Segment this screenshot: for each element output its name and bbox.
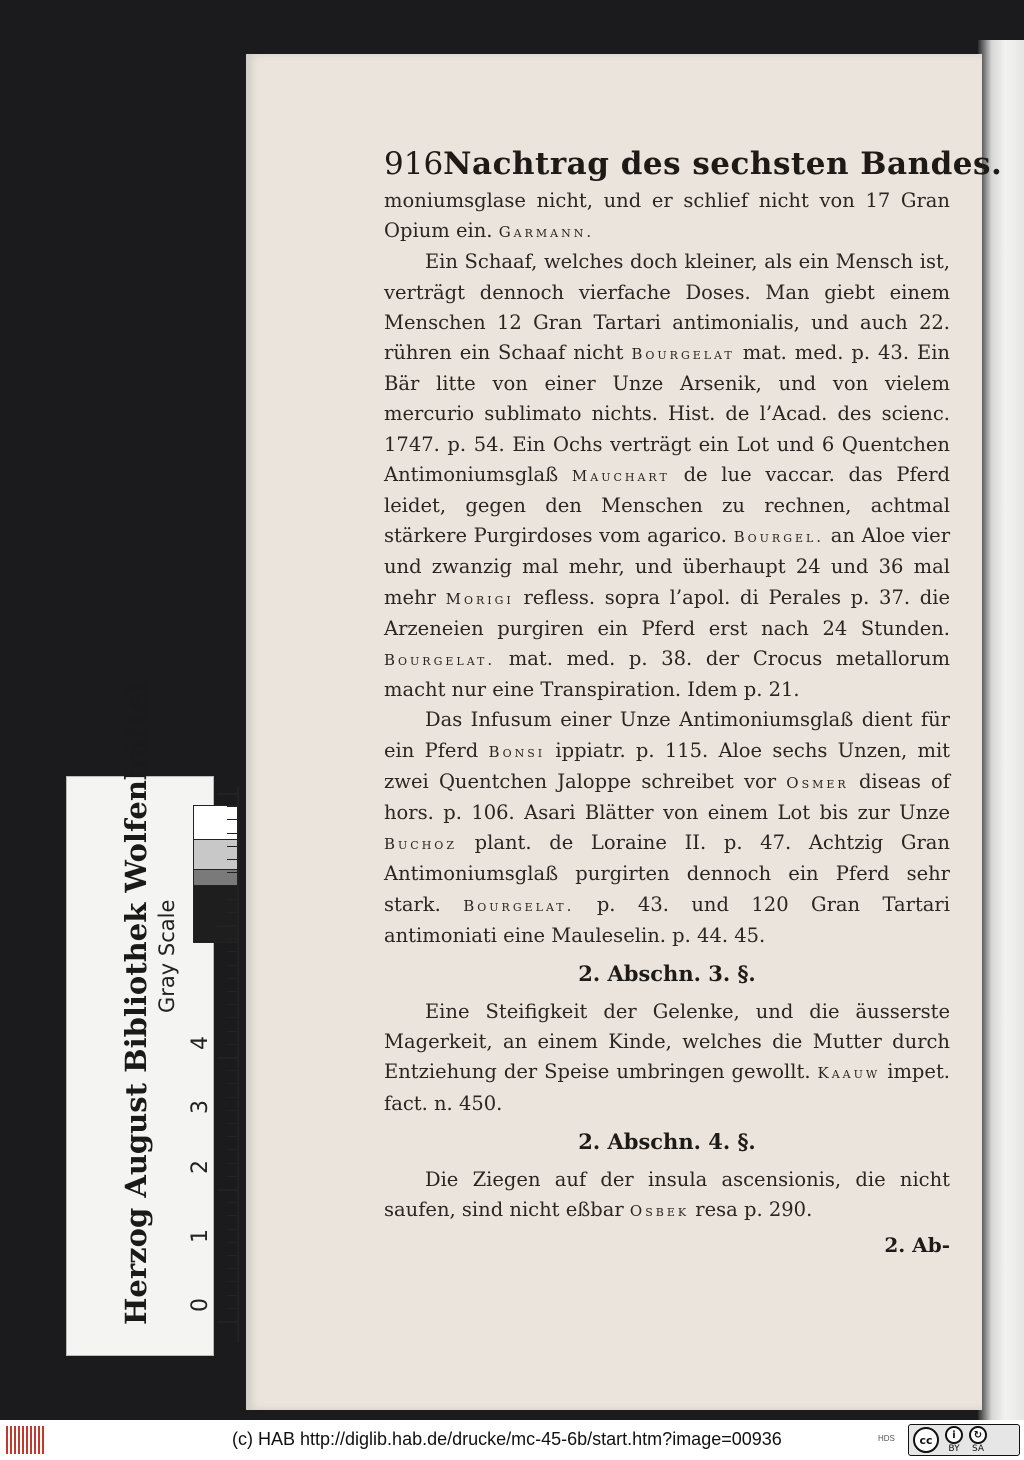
ruler-tick: [227, 991, 237, 992]
book-page: [246, 54, 1003, 1410]
library-name: Herzog August Bibliothek Wolfenbüttel: [119, 682, 153, 1325]
hab-logo-icon: [6, 1426, 46, 1454]
text-run: moniumsglase nicht, und er schlief nicht von 17 Gran Opium ein.: [384, 189, 950, 243]
author-name: Osmer: [786, 773, 849, 792]
text-run: refless. sopra l’apol. di Perales p. 37. die Arzeneien purgiren ein Pferd erst nach 24 Stunden.: [384, 585, 951, 640]
ruler-tick: [227, 938, 237, 939]
text-run: resa p. 290.: [695, 1198, 813, 1222]
ruler-tick: [227, 1308, 237, 1309]
next-page-edge: [978, 40, 1024, 1430]
ruler-number-1: 1: [188, 1229, 213, 1243]
author-name: Bonsi: [488, 742, 546, 761]
gray-swatch-light: [193, 839, 239, 871]
text-run: an Aloe vier und zwanzig mal mehr, und überhaupt 24 und 36 mal mehr: [384, 524, 951, 609]
ruler-number-3: 3: [188, 1100, 213, 1114]
author-name: Mauchart: [571, 466, 670, 485]
sa-block: [969, 1426, 987, 1454]
section-heading: 2. Abschn. 3. §.: [578, 961, 756, 987]
author-name: Osbek: [629, 1202, 690, 1221]
ruler-tick: [217, 793, 237, 795]
ruler-tick: [227, 1110, 237, 1111]
ruler-tick: [227, 1281, 237, 1282]
ruler-tick: [217, 1321, 237, 1323]
footer-bar: [0, 1420, 1024, 1460]
ruler-tick: [227, 846, 237, 847]
ruler-tick: [227, 819, 237, 820]
text-run: p. 43. und 120 Gran Tartari antimoniati eine Mauleselin. p. 44. 45.: [384, 892, 950, 947]
author-name: Buchoz: [384, 835, 457, 854]
paragraph: [384, 247, 950, 705]
ruler-tick: [227, 885, 237, 886]
text-run: plant. de Loraine II. p. 47. Achtzig Gran Antimoniumsglaß purgirten dennoch ein Pferd sehr stark.: [384, 831, 950, 916]
gray-swatch-white: [193, 805, 239, 841]
ruler-tick: [217, 1189, 237, 1191]
attribution-icon: i: [945, 1426, 963, 1444]
text-run: mat. med. p. 43. Ein Bär litte von einer Unze Arsenik, und von vielem mercurio sublimato nichts. Hist. de l’Acad. des scienc. 1747. p. 54. Ein Ochs verträgt ein Lot und 6 Quentchen Antimoniumsglaß: [384, 341, 950, 486]
share-alike-icon: ↻: [969, 1426, 987, 1444]
gray-swatch-dark: [193, 885, 239, 943]
footer-small-text: HDS: [878, 1434, 895, 1443]
ruler-tick: [227, 965, 237, 966]
ruler-tick: [217, 1057, 237, 1059]
ruler-tick: [227, 833, 237, 834]
author-name: Bourgelat.: [384, 651, 496, 670]
running-title: Nachtrag des sechsten Bandes.: [443, 146, 1003, 182]
ruler-tick: [227, 1229, 237, 1230]
paragraph: [384, 1165, 950, 1226]
ruler-tick: [227, 1295, 237, 1296]
ruler-tick: [227, 1202, 237, 1203]
author-name: Bourgel.: [733, 528, 825, 547]
author-name: Morigi: [445, 589, 514, 608]
ruler-tick: [227, 1268, 237, 1269]
page-header: [384, 146, 1003, 182]
author-name: Bourgelat: [631, 345, 735, 364]
text-run: mat. med. p. 38. der Crocus metallorum macht nur eine Transpiration. Idem p. 21.: [384, 647, 950, 702]
ruler-tick: [227, 1242, 237, 1243]
page-number: 916: [384, 146, 444, 182]
ruler-tick: [227, 1149, 237, 1150]
ruler-tick: [227, 1083, 237, 1084]
ruler-tick: [227, 1097, 237, 1098]
section-heading: 2. Abschn. 4. §.: [578, 1128, 756, 1154]
ruler-tick: [227, 1044, 237, 1045]
text-run: Ein Schaaf, welches doch kleiner, als ein Mensch ist, verträgt dennoch vierfache Doses. Man giebt einem Menschen 12 Gran Tartari antimonialis, und auch 22. rühren ein Schaaf nicht: [384, 250, 950, 365]
text-run: Eine Steifigkeit der Gelenke, und die äusserste Magerkeit, an einem Kinde, welches die Mutter durch Entziehung der Speise umbringen gewollt.: [384, 1000, 950, 1084]
ruler-tick: [227, 1004, 237, 1005]
author-name: Kaauw: [817, 1064, 881, 1083]
text-run: Das Infusum einer Unze Antimoniumsglaß dient für ein Pferd: [384, 708, 950, 762]
ruler-tick: [227, 912, 237, 913]
ruler-tick: [227, 899, 237, 900]
gray-scale-label: Gray Scale: [155, 899, 179, 1013]
ruler-tick: [227, 1163, 237, 1164]
ruler-tick: [227, 859, 237, 860]
color-scale-card: [66, 682, 214, 1356]
author-name: Bourgelat.: [463, 896, 575, 915]
by-block: [945, 1426, 963, 1454]
ruler-tick: [227, 1136, 237, 1137]
by-label: BY: [948, 1444, 960, 1454]
text-run: impet. fact. n. 450.: [384, 1060, 950, 1115]
ruler-tick: [227, 1215, 237, 1216]
ruler-tick: [227, 1255, 237, 1256]
ruler-tick: [227, 1123, 237, 1124]
paragraph: [384, 705, 950, 951]
ruler-tick: [227, 978, 237, 979]
ruler-number-0: 0: [188, 1298, 213, 1312]
copyright-link[interactable]: (c) HAB http://diglib.hab.de/drucke/mc-45-6b/start.htm?image=00936: [232, 1429, 782, 1449]
ruler-tick: [227, 806, 237, 807]
ruler-line: [237, 787, 239, 1343]
ruler-tick: [227, 1070, 237, 1071]
text-run: Die Ziegen auf der insula ascensionis, die nicht saufen, sind nicht eßbar: [384, 1167, 950, 1222]
ruler-tick: [227, 872, 237, 873]
paragraph: [384, 997, 950, 1119]
text-run: ippiatr. p. 115. Aloe sechs Unzen, mit zwei Quentchen Jaloppe schreibet vor: [384, 738, 951, 793]
ruler-tick: [227, 951, 237, 952]
author-name: Garmann.: [498, 223, 595, 242]
text-run: diseas of hors. p. 106. Asari Blätter von einem Lot bis zur Unze: [384, 769, 951, 825]
ruler-tick: [227, 1017, 237, 1018]
sa-label: SA: [971, 1444, 985, 1454]
cc-license-badge[interactable]: [908, 1424, 1020, 1456]
page-body: [384, 186, 950, 1261]
ruler-number-4: 4: [188, 1036, 213, 1050]
ruler-tick: [227, 1176, 237, 1177]
ruler-tick: [217, 925, 237, 927]
ruler-number-2: 2: [188, 1160, 213, 1174]
cc-icon: cc: [913, 1427, 939, 1453]
text-run: de lue vaccar. das Pferd leidet, gegen den Menschen zu rechnen, achtmal stärkere Purgirdoses vom agarico.: [384, 462, 951, 548]
ruler-tick: [227, 1031, 237, 1032]
paragraph-continued: [384, 186, 950, 247]
page-content: [384, 146, 1003, 1261]
catchword: 2. Ab-: [884, 1233, 950, 1258]
